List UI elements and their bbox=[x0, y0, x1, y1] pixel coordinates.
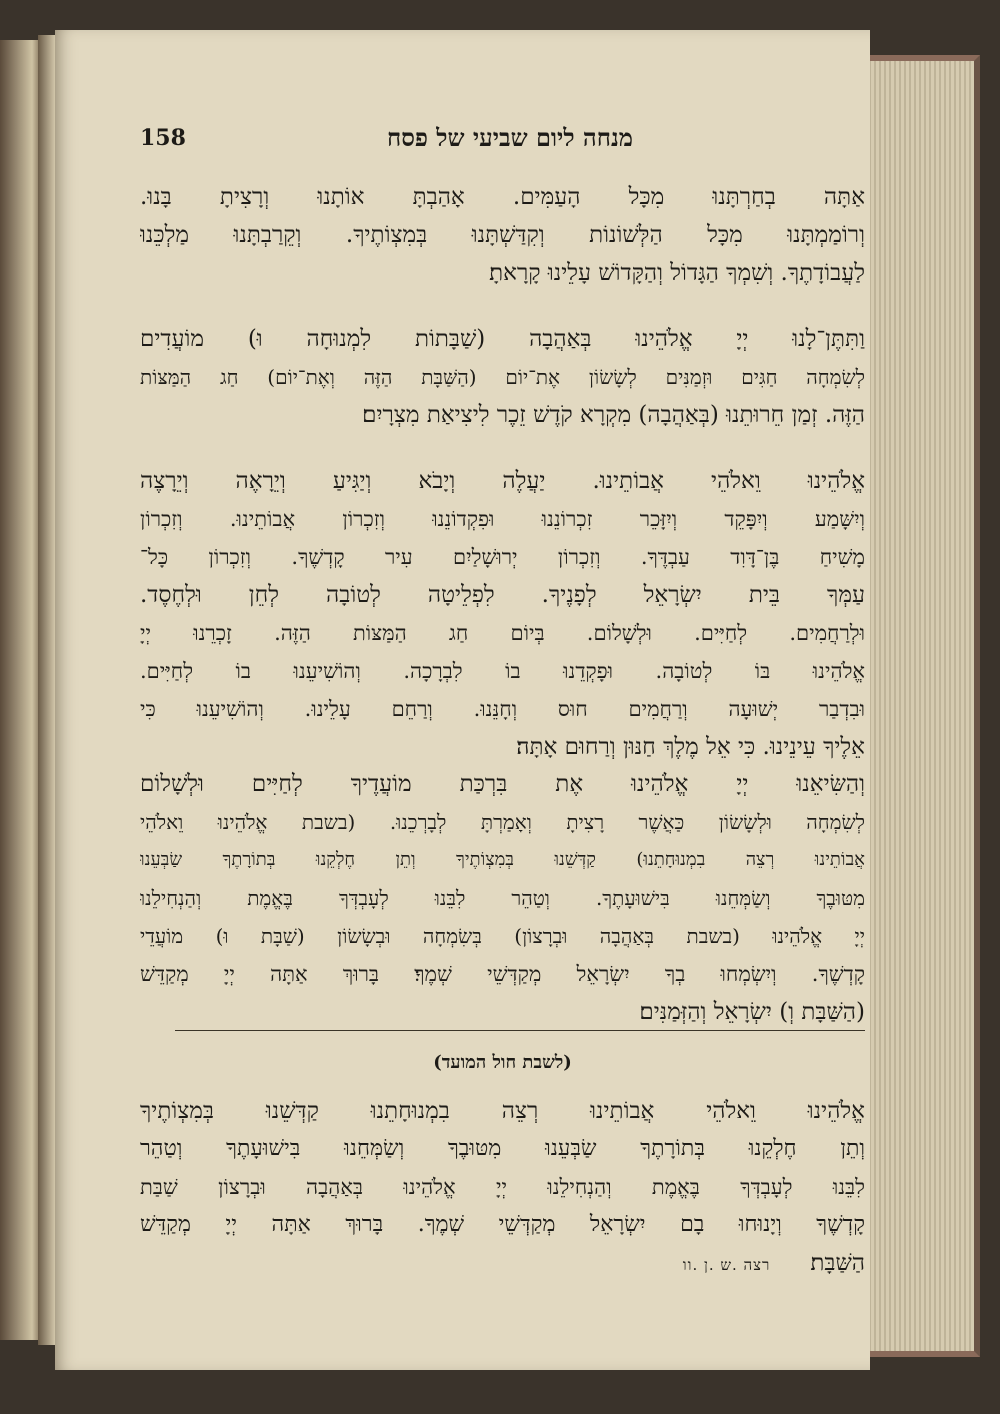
text-line: אֱלֹהֵינוּ וֵאלֹהֵי אֲבוֹתֵינוּ. יַעֲלֶה וְיָבֹא וְיַגִּיעַ וְיֵרָאֶה וְיֵרָצֶה bbox=[140, 468, 865, 494]
text-line: אֵלֶיךָ עֵינֵינוּ. כִּי אֵל מֶלֶךְ חַנּוּן וְרַחוּם אָתָּה׃ bbox=[516, 734, 865, 760]
text-line: עַמְּךָ בֵּית יִשְׂרָאֵל לְפָנֶיךָ. לִפְלֵיטָה לְטוֹבָה לְחֵן וּלְחֶסֶד. bbox=[140, 582, 865, 608]
running-title: מנחה ליום שביעי של פסח bbox=[387, 123, 633, 152]
paragraph-2 bbox=[140, 320, 865, 434]
text-line: אֲבוֹתֵינוּ רְצֵה בִמְנוּחָתֵנוּ) קַדְּשֵׁנוּ בְּמִצְוֹתֶיךָ וְתֵן חֶלְקֵנוּ בְּתוֹרָתֶךָ שַׂבְּעֵנוּ bbox=[140, 849, 865, 870]
paragraph-3 bbox=[140, 462, 865, 766]
paragraph-1 bbox=[140, 178, 865, 292]
catchword: רצה .ש .ן .וו bbox=[682, 1256, 771, 1274]
text-line: וְתֵן חֶלְקֵנוּ בְּתוֹרָתֶךָ שַׂבְּעֵנוּ מִטּוּבֶךָ וְשַׂמְּחֵנוּ בִּישׁוּעָתֶךָ וְטַהֵר bbox=[140, 1136, 865, 1161]
left-page-edge bbox=[0, 40, 40, 1340]
text-line: וְיִשָּׁמַע וְיִפָּקֵד וְיִזָּכֵר זִכְרוֹנֵנוּ וּפִקְדוֹנֵנוּ וְזִכְרוֹן אֲבוֹתֵינוּ. וְזִכְרוֹן bbox=[140, 507, 865, 531]
page-header bbox=[140, 125, 865, 165]
book-spine bbox=[38, 35, 56, 1345]
page-number: 158 bbox=[140, 125, 186, 151]
shabbat-paragraph bbox=[140, 1092, 865, 1282]
text-line: מִטּוּבֶךָ וְשַׂמְּחֵנוּ בִּישׁוּעָתֶךָ. וְטַהֵר לִבֵּנוּ לְעָבְדְּךָ בֶּאֱמֶת וְהַנְחִילֵנוּ bbox=[140, 886, 865, 910]
text-line: וּלְרַחֲמִים. לְחַיִּים. וּלְשָׁלוֹם. בְּיוֹם חַג הַמַּצּוֹת הַזֶּה. זָכְרֵנוּ יְיָ bbox=[140, 621, 865, 645]
text-line: לַעֲבוֹדָתֶךָ. וְשִׁמְךָ הַגָּדוֹל וְהַקָּדוֹשׁ עָלֵינוּ קָרָאתָ׃ bbox=[489, 260, 865, 286]
text-line: וְרוֹמַמְתָּנוּ מִכָּל הַלְּשׁוֹנוֹת וְקִדַּשְׁתָּנוּ בְּמִצְוֹתֶיךָ. וְקֵרַבְתָּנוּ מַלְכֵּנוּ bbox=[140, 222, 865, 248]
text-line: קָדְשֶׁךָ. וְיִשְׂמְחוּ בְךָ יִשְׂרָאֵל מְקַדְּשֵׁי שְׁמֶךָ׃ בָּרוּךְ אַתָּה יְיָ מְקַדֵּשׁ bbox=[140, 962, 865, 986]
text-line: וַתִּתֶּן־לָנוּ יְיָ אֱלֹהֵינוּ בְּאַהֲבָה (שַׁבָּתוֹת לִמְנוּחָה וּ) מוֹעֲדִים bbox=[140, 326, 865, 352]
last-line bbox=[140, 1244, 865, 1282]
text-line: וְהַשִּׂיאֵנוּ יְיָ אֱלֹהֵינוּ אֶת בִּרְכַּת מוֹעֲדֶיךָ לְחַיִּים וּלְשָׁלוֹם bbox=[140, 771, 865, 797]
paragraph-4 bbox=[140, 765, 865, 1031]
text-line: וּבִדְבַר יְשׁוּעָה וְרַחֲמִים חוּס וְחָנֵּנוּ. וְרַחֵם עָלֵינוּ. וְהוֹשִׁיעֵנוּ כִּי bbox=[140, 697, 865, 721]
text-line: הַשַּׁבָּת׃ bbox=[810, 1250, 865, 1276]
text-line: לְשִׂמְחָה חַגִּים וּזְמַנִּים לְשָׂשׂוֹן אֶת־יוֹם (הַשַּׁבָּת הַזֶּה וְאֶת־יוֹם) חַג הַמַּצּוֹת bbox=[140, 365, 865, 389]
text-line: אֱלֹהֵינוּ וֵאלֹהֵי אֲבוֹתֵינוּ רְצֵה בִמְנוּחָתֵנוּ קַדְּשֵׁנוּ בְּמִצְוֹתֶיךָ bbox=[140, 1098, 865, 1124]
text-line: מָשִׁיחַ בֶּן־דָּוִד עַבְדֶּךָ. וְזִכְרוֹן יְרוּשָׁלַיִם עִיר קָדְשֶׁךָ. וְזִכְרוֹן כָּל־ bbox=[140, 545, 865, 569]
text-line: יְיָ אֱלֹהֵינוּ (בשבת בְּאַהֲבָה וּבְרָצוֹן) בְּשִׂמְחָה וּבְשָׂשׂוֹן (שַׁבָּת וּ) מוֹעֲדֵי bbox=[140, 924, 865, 948]
text-line: לְשִׂמְחָה וּלְשָׂשׂוֹן כַּאֲשֶׁר רָצִיתָ וְאָמַרְתָּ לְבָרְכֵנוּ. (בשבת אֱלֹהֵינוּ וֵאלֹהֵי bbox=[140, 810, 865, 834]
text-line: קָדְשֶׁךָ וְיָנוּחוּ בָם יִשְׂרָאֵל מְקַדְּשֵׁי שְׁמֶךָ. בָּרוּךְ אַתָּה יְיָ מְקַדֵּשׁ bbox=[140, 1212, 865, 1237]
text-line: הַזֶּה. זְמַן חֵרוּתֵנוּ (בְּאַהֲבָה) מִקְרָא קֹדֶשׁ זֵכֶר לִיצִיאַת מִצְרָיִם׃ bbox=[362, 402, 865, 428]
section-divider bbox=[175, 1030, 865, 1031]
text-line: (הַשַּׁבָּת וְ) יִשְׂרָאֵל וְהַזְּמַנִּים׃ bbox=[639, 999, 865, 1025]
section-heading: (לשבת חול המועד) bbox=[433, 1052, 572, 1073]
page-edges bbox=[866, 55, 980, 1357]
book-page bbox=[55, 30, 870, 1370]
text-line: אֱלֹהֵינוּ בּוֹ לְטוֹבָה. וּפָקְדֵנוּ בוֹ לִבְרָכָה. וְהוֹשִׁיעֵנוּ בוֹ לְחַיִּים. bbox=[140, 659, 865, 683]
text-line: אַתָּה בְחַרְתָּנוּ מִכָּל הָעַמִּים. אָהַבְתָּ אוֹתָנוּ וְרָצִיתָ בָּנוּ. bbox=[140, 184, 865, 210]
text-line: לִבֵּנוּ לְעָבְדְּךָ בֶּאֱמֶת וְהַנְחִילֵנוּ יְיָ אֱלֹהֵינוּ בְּאַהֲבָה וּבְרָצוֹן שַׁבַּת bbox=[140, 1175, 865, 1199]
